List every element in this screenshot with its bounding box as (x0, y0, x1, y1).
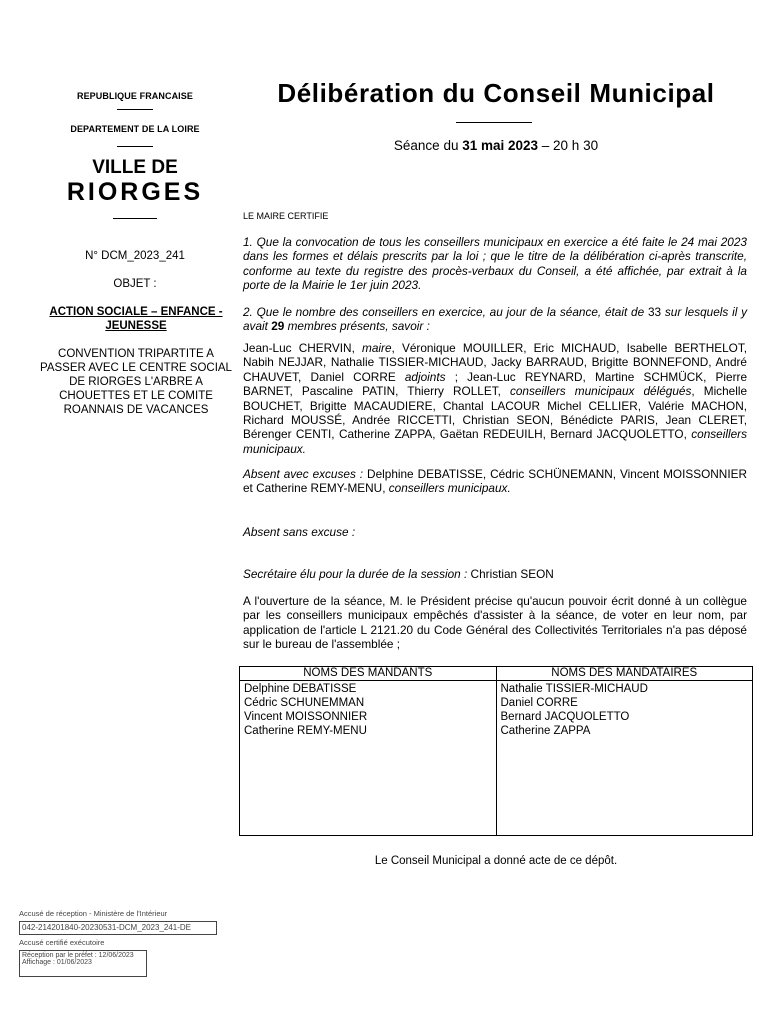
seance-prefix: Séance du (393, 138, 463, 153)
mandataires-cell (496, 681, 753, 836)
convocation-text: 1. Que la convocation de tous les conseillers municipaux en exercice a été faite le 24 mai 2023 dans les formes et délais prescrits par la loi ; que le titre de la délibération ci-après transcrite, conforme au texte du registre des procès-verbaux du Conseil, a été affichée, par extrait à la porte de la Mairie le 1er juin 2023. (243, 235, 747, 293)
mandant-name: Delphine DEBATISSE (244, 683, 357, 695)
absent-excuses-names: Delphine DEBATISSE, Cédric SCHÜNEMANN, Vincent MOISSONNIER et Catherine REMY-MENU, (243, 467, 747, 496)
divider (117, 109, 153, 110)
mandant-name: Vincent MOISSONNIER (244, 711, 368, 723)
stamp-line: Accusé certifié exécutoire (19, 938, 105, 947)
table-header-mandataires: NOMS DES MANDATAIRES (496, 667, 753, 681)
mandant-name: Catherine REMY-MENU (244, 725, 367, 737)
secretaire (243, 567, 747, 581)
stamp-dates-box (19, 950, 147, 977)
mandataire-name: Bernard JACQUOLETTO (500, 711, 630, 723)
objet-subject: ACTION SOCIALE – ENFANCE - JEUNESSE (49, 306, 223, 332)
absent-excuses-role: conseillers municipaux. (388, 481, 511, 496)
paragraph-ouverture (243, 594, 747, 652)
absent-excuses (243, 467, 747, 496)
role-adjoints: adjoints (404, 369, 446, 384)
objet-text: CONVENTION TRIPARTITE A PASSER AVEC LE CENTRE SOCIAL DE RIORGES L'ARBRE A CHOUETTES ET LE COMITE ROANNAIS DE VACANCES (40, 348, 232, 416)
stamp-id-box: 042-214201840-20230531-DCM_2023_241-DE (19, 921, 217, 935)
deliberation-number: N° DCM_2023_241 (85, 250, 185, 262)
stamp-affichage: Affichage : 01/06/2023 (22, 959, 92, 966)
divider (117, 146, 153, 147)
present-text: ; Jean-Luc REYNARD, Martine SCHMÜCK, Pierre BARNET, Pascaline PATIN, Thierry ROLLET, (243, 369, 748, 399)
mandataire-name: Catherine ZAPPA (500, 725, 591, 737)
mandataire-name: Nathalie TISSIER-MICHAUD (500, 683, 648, 695)
table-header-mandants: NOMS DES MANDANTS (240, 667, 497, 681)
page-title: Délibération du Conseil Municipal (277, 78, 715, 108)
acte-statement: Le Conseil Municipal a donné acte de ce dépôt. (374, 855, 618, 867)
title-rule (456, 122, 532, 123)
seance-line (236, 138, 756, 153)
departement-label: DEPARTEMENT DE LA LOIRE (70, 124, 200, 134)
mandats-table (239, 666, 753, 836)
present-text: , Michelle BOUCHET, Brigitte MACAUDIERE, Chantal LACOUR Michel CELLIER, Valérie MACHON, Richard MOUSSÉ, Andrée RICCETTI, Christian SEON, Bénédicte PARIS, Jean CLERET, Bérenger CENTI, Catherine ZAPPA, Gaëtan REDEUILH, Bernard JACQUOLETTO, (243, 384, 748, 442)
quorum-text-b: sur lesquels il y avait (243, 305, 748, 334)
ville-de-label: VILLE DE (92, 157, 178, 178)
quorum-text-c: membres présents, savoir : (284, 319, 430, 334)
seance-time: – 20 h 30 (538, 138, 599, 153)
paragraph-convocation (243, 235, 747, 293)
quorum-present: 29 (271, 319, 285, 334)
objet-label: OBJET : (113, 278, 157, 290)
quorum-text-a: 2. Que le nombre des conseillers en exercice, au jour de la séance, était de (243, 305, 648, 319)
present-text: , Véronique MOUILLER, Eric MICHAUD, Isabelle BERTHELOT, Nabih NEJJAR, Nathalie TISSIER-MICHAUD, Jacky BARRAUD, Brigitte BONNEFOND, André CHAUVET, Daniel CORRE (243, 341, 747, 384)
secretaire-label: Secrétaire élu pour la durée de la session : (243, 567, 468, 581)
maire-certifie: LE MAIRE CERTIFIE (243, 211, 329, 221)
present-members (243, 341, 747, 456)
city-name: RIORGES (66, 178, 204, 206)
present-text: Jean-Luc CHERVIN, (243, 341, 363, 355)
quorum-count: 33 (647, 305, 662, 319)
role-maire: maire (362, 341, 392, 355)
role-conseillers: conseillers municipaux. (243, 427, 747, 456)
stamp-reception: Réception par le préfet : 12/06/2023 (22, 952, 134, 959)
divider (113, 218, 157, 219)
role-delegues: conseillers municipaux délégués (509, 384, 692, 399)
paragraph-quorum (243, 305, 747, 334)
secretaire-name: Christian SEON (467, 567, 554, 581)
seance-date: 31 mai 2023 (462, 138, 539, 153)
ouverture-text: A l'ouverture de la séance, M. le Président précise qu'aucun pouvoir écrit donné à un collègue par les conseillers municipaux empêchés d'assister à la séance, de voter en leur nom, par application de l'article L 2121.20 du Code Général des Collectivités Territoriales n'a pas déposé sur le bureau de l'assemblée ; (243, 594, 747, 652)
absent-excuses-label: Absent avec excuses : (243, 467, 364, 481)
absent-sans-excuse: Absent sans excuse : (243, 525, 356, 539)
republique-label: REPUBLIQUE FRANCAISE (76, 91, 193, 101)
stamp-line: Accusé de réception - Ministère de l'Intérieur (19, 909, 168, 918)
mandant-name: Cédric SCHUNEMMAN (244, 697, 365, 709)
mandataire-name: Daniel CORRE (500, 697, 578, 709)
mandants-cell (240, 681, 497, 836)
